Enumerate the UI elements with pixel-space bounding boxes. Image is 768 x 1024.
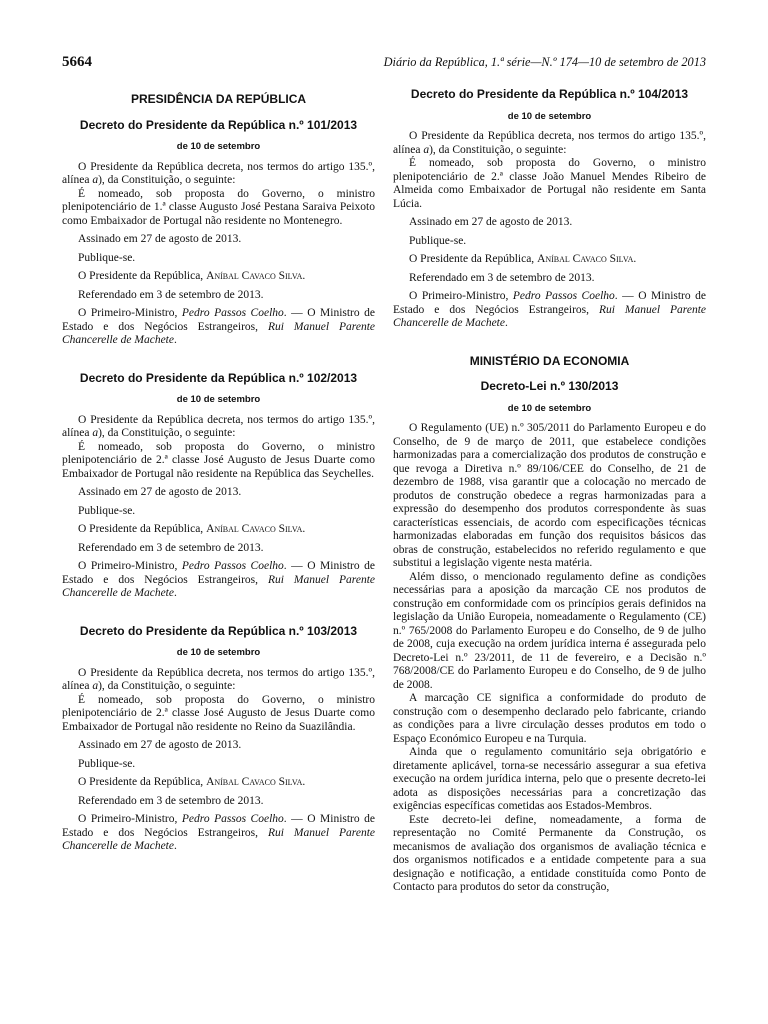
right-column — [393, 88, 706, 895]
publish-line: Publique-se. — [409, 234, 467, 247]
decree-paragraph: É nomeado, sob proposta do Governo, o ministro plenipotenciário de 2.ª classe João Manuel Mendes Ribeiro de Almeida como Embaixador de Portugal não residente em Santa Lúcia. — [393, 157, 706, 210]
decree-title: Decreto do Presidente da República n.º 103/2013 — [79, 623, 358, 638]
publish-line: Publique-se. — [78, 757, 136, 770]
signed-line: Assinado em 27 de agosto de 2013. — [78, 486, 242, 498]
ministers-signature: O Primeiro-Ministro, Pedro Passos Coelho. — O Ministro de Estado e dos Negócios Estrangeiros, Rui Manuel Parente Chancerelle de Machete. — [393, 290, 707, 329]
decree-date: de 10 de setembro — [176, 141, 261, 152]
referendado-line: Referendado em 3 de setembro de 2013. — [78, 794, 264, 807]
signed-line: Assinado em 27 de agosto de 2013. — [78, 739, 242, 751]
decree-paragraph: O Presidente da República decreta, nos termos do artigo 135.º, alínea a), da Constituição, o seguinte: — [62, 413, 375, 439]
signed-line: Assinado em 27 de agosto de 2013. — [78, 233, 242, 245]
running-head: Diário da República, 1.ª série—N.º 174—10 de setembro de 2013 — [383, 55, 706, 69]
decree-paragraph: É nomeado, sob proposta do Governo, o ministro plenipotenciário de 1.ª classe Augusto José Pestana Saraiva Peixoto como Embaixador de Portugal não residente no Montenegro. — [62, 187, 375, 227]
president-signature: O Presidente da República, Aníbal Cavaco Silva. — [78, 523, 306, 535]
decree-paragraph: O Presidente da República decreta, nos termos do artigo 135.º, alínea a), da Constituição, o seguinte: — [393, 130, 706, 156]
decree-101 — [62, 119, 375, 348]
decree-paragraph: O Regulamento (UE) n.º 305/2011 do Parlamento Europeu e do Conselho, de 9 de março de 2011, que estabelece condições harmonizadas para a comercialização dos produtos de construção e que revoga a Diretiva n.º 89/106/CEE do Conselho, de 21 de dezembro de 1988, visa garantir que a colocação no mercado de produtos de construção obedece a regras harmonizadas para a expressão do desempenho dos produtos correspondente às suas características essenciais, de acordo com especificações técnicas harmonizadas elaboradas em função dos requisitos básicos das obras de construção, estabelecidos no referido regulamento e que substitui a legislação vigente nesta matéria. — [393, 422, 706, 569]
decree-paragraph: Este decreto-lei define, nomeadamente, a forma de representação no Comité Permanente da Construção, os mecanismos de avaliação dos organismos de avaliação técnica e dos organismos notificados e a entidade competente para a sua designação e notificação, a entidade constituída como Ponto de Contacto para produtos do setor da construção, — [393, 813, 706, 893]
decree-103 — [62, 625, 375, 854]
ministers-signature: O Primeiro-Ministro, Pedro Passos Coelho. — O Ministro de Estado e dos Negócios Estrangeiros, Rui Manuel Parente Chancerelle de Machete. — [62, 307, 376, 346]
decree-paragraph: O Presidente da República decreta, nos termos do artigo 135.º, alínea a), da Constituição, o seguinte: — [62, 160, 375, 186]
left-column — [62, 88, 375, 878]
page-number: 5664 — [62, 54, 92, 70]
section-title-economia: MINISTÉRIO DA ECONOMIA — [469, 353, 630, 368]
decree-title: Decreto-Lei n.º 130/2013 — [480, 379, 619, 393]
section-title-presidencia: PRESIDÊNCIA DA REPÚBLICA — [130, 92, 307, 106]
president-signature: O Presidente da República, Aníbal Cavaco Silva. — [409, 253, 637, 265]
page-header — [62, 54, 706, 74]
signed-line: Assinado em 27 de agosto de 2013. — [409, 216, 573, 228]
referendado-line: Referendado em 3 de setembro de 2013. — [78, 541, 264, 554]
decree-paragraph: É nomeado, sob proposta do Governo, o ministro plenipotenciário de 2.ª classe José Augusto de Jesus Duarte como Embaixador de Portugal não residente no Reino da Suazilândia. — [62, 693, 375, 733]
decree-paragraph: A marcação CE significa a conformidade do produto de construção com o desempenho declarado pelo fabricante, criando as condições para a livre circulação desses produtos em todo o Espaço Económico Europeu e na Turquia. — [393, 692, 706, 745]
ministers-signature: O Primeiro-Ministro, Pedro Passos Coelho. — O Ministro de Estado e dos Negócios Estrangeiros, Rui Manuel Parente Chancerelle de Machete. — [62, 560, 376, 599]
publish-line: Publique-se. — [78, 251, 136, 264]
decree-title: Decreto do Presidente da República n.º 101/2013 — [79, 117, 358, 132]
decree-102 — [62, 372, 375, 601]
decree-title: Decreto do Presidente da República n.º 104/2013 — [410, 87, 689, 101]
publish-line: Publique-se. — [78, 504, 136, 517]
referendado-line: Referendado em 3 de setembro de 2013. — [78, 288, 264, 301]
decree-paragraph: Ainda que o regulamento comunitário seja obrigatório e diretamente aplicável, torna-se necessário assegurar a sua efetiva execução na ordem jurídica interna, pelo que o presente decreto-lei adota as disposições necessárias para a concretização das exigências específicas cometidas aos Estados-Membros. — [393, 746, 706, 812]
decree-paragraph: O Presidente da República decreta, nos termos do artigo 135.º, alínea a), da Constituição, o seguinte: — [62, 666, 375, 692]
decree-date: de 10 de setembro — [507, 402, 592, 414]
president-signature: O Presidente da República, Aníbal Cavaco Silva. — [78, 270, 306, 282]
decree-paragraph: É nomeado, sob proposta do Governo, o ministro plenipotenciário de 2.ª classe José Augusto de Jesus Duarte como Embaixador de Portugal não residente na República das Seychelles. — [62, 440, 375, 480]
decree-date: de 10 de setembro — [176, 647, 261, 658]
ministers-signature: O Primeiro-Ministro, Pedro Passos Coelho. — O Ministro de Estado e dos Negócios Estrangeiros, Rui Manuel Parente Chancerelle de Machete. — [62, 813, 376, 852]
decree-paragraph: Além disso, o mencionado regulamento define as condições necessárias para a aposição da marcação CE nos produtos de construção em conformidade com os princípios gerais definidos na legislação da União Europeia, nomeadamente o Regulamento (CE) n.º 765/2008 do Parlamento Europeu e do Conselho, de 9 de julho de 2008, cuja execução na ordem jurídica interna é assegurada pelo Decreto-Lei n.º 23/2011, de 11 de fevereiro, e a Decisão n.º 768/2008/CE do Parlamento Europeu e do Conselho, de 9 de julho de 2008. — [393, 570, 706, 691]
decree-date: de 10 de setembro — [507, 110, 592, 122]
decree-law-130 — [393, 380, 706, 895]
decree-104 — [393, 88, 706, 331]
decree-date: de 10 de setembro — [176, 394, 261, 405]
decree-title: Decreto do Presidente da República n.º 102/2013 — [79, 370, 358, 385]
referendado-line: Referendado em 3 de setembro de 2013. — [409, 271, 595, 284]
president-signature: O Presidente da República, Aníbal Cavaco Silva. — [78, 776, 306, 788]
